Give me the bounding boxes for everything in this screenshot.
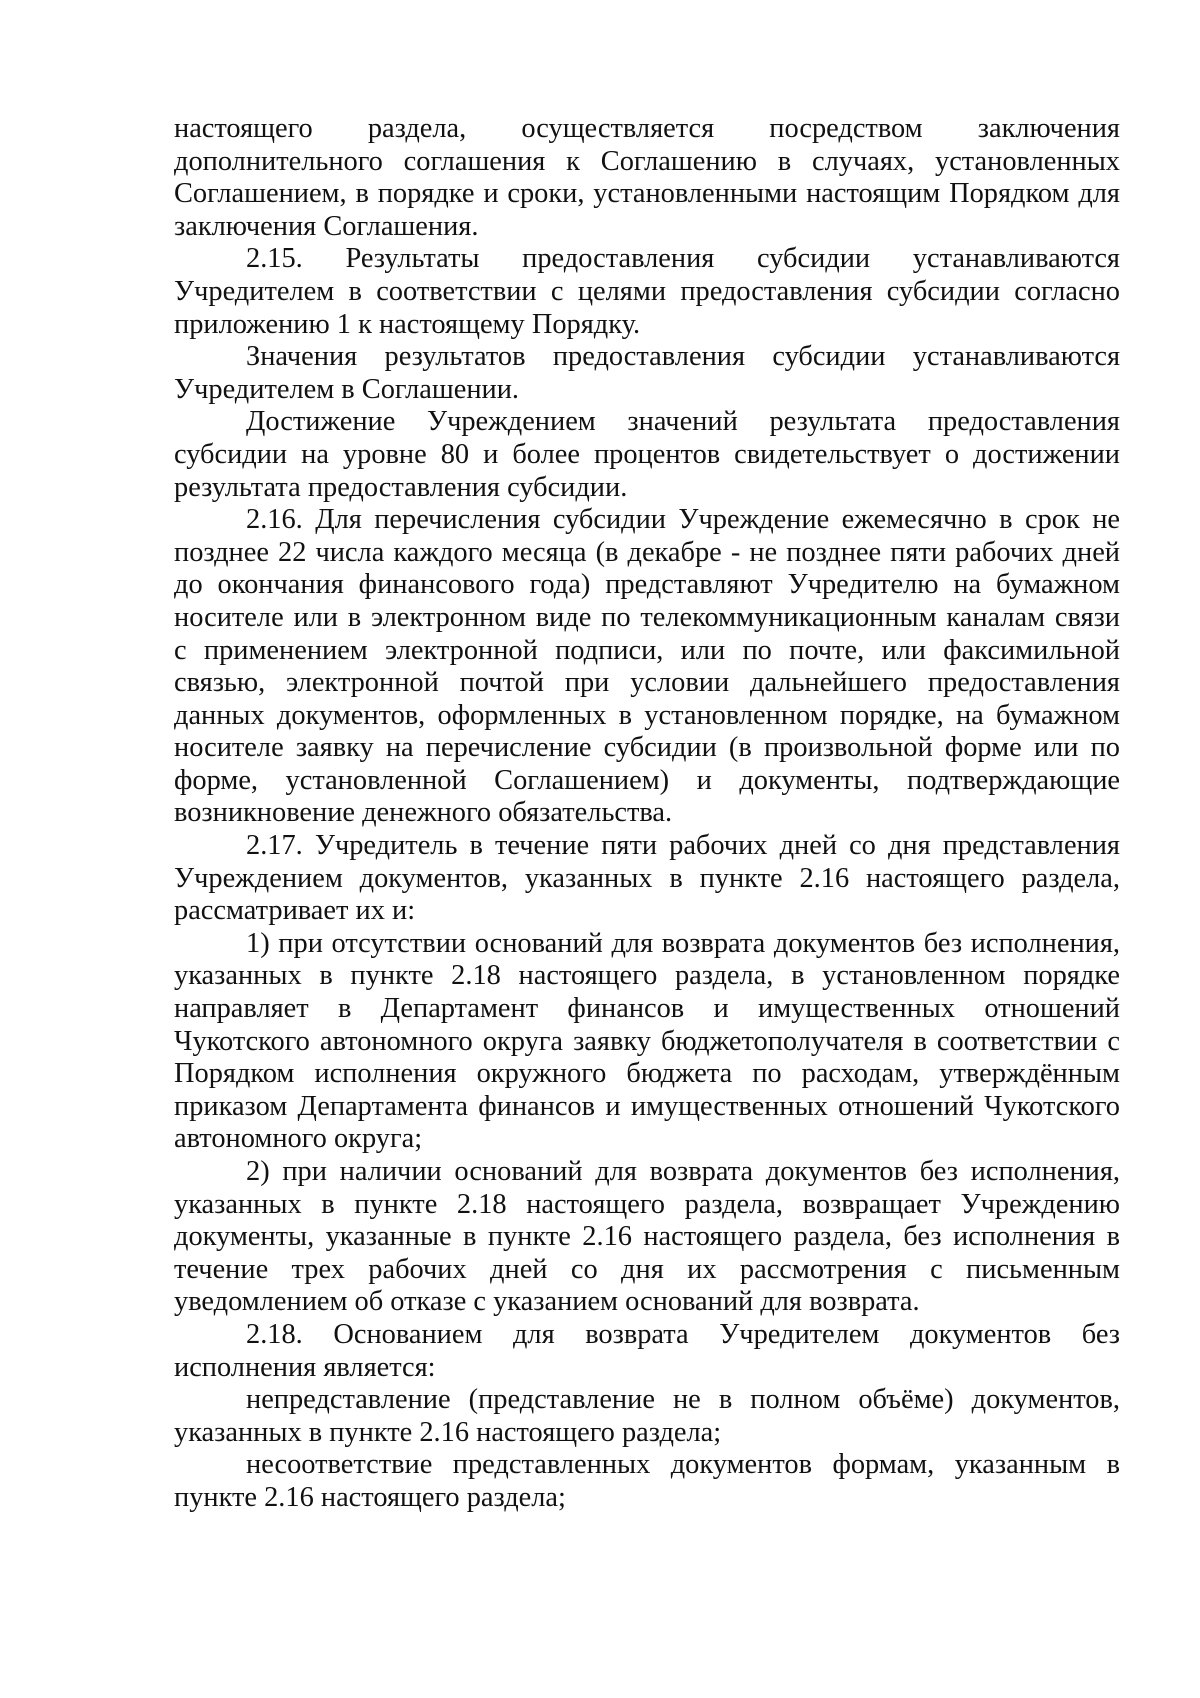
- ground-non-conformity: несоответствие представленных документов формам, указанным в пункте 2.16 настоящего раздела;: [174, 1449, 1120, 1513]
- paragraph-result-achievement: Достижение Учреждением значений результата предоставления субсидии на уровне 80 и более процентов свидетельствует о достижении результата предоставления субсидии.: [174, 406, 1120, 503]
- paragraph-2-16-continued: с применением электронной подписи, или по почте, или факсимильной связью, электронной почтой при условии дальнейшего предоставления данных документов, оформленных в установленном порядке, на бумажном носителе заявку на перечисление субсидии (в произвольной форме или по форме, установленной Соглашением) и документы, подтверждающие возникновение денежного обязательства.: [174, 634, 1120, 829]
- paragraph-2-18: 2.18. Основанием для возврата Учредителем документов без исполнения является:: [174, 1318, 1120, 1383]
- list-item-2: 2) при наличии оснований для возврата документов без исполнения, указанных в пункте 2.18 настоящего раздела, возвращает Учреждению документы, указанные в пункте 2.16 настоящего раздела, без исполнения в течение трех рабочих дней со дня их рассмотрения с письменным уведомлением об отказе с указанием оснований для возврата.: [174, 1156, 1120, 1318]
- ground-non-submission: непредставление (представление не в полном объёме) документов, указанных в пункте 2.16 настоящего раздела;: [174, 1384, 1120, 1448]
- paragraph-2-17: 2.17. Учредитель в течение пяти рабочих дней со дня представления Учреждением документов, указанных в пункте 2.16 настоящего раздела, рассматривает их и:: [174, 830, 1120, 927]
- paragraph-2-15: 2.15. Результаты предоставления субсидии устанавливаются Учредителем в соответствии с целями предоставления субсидии согласно приложению 1 к настоящему Порядку.: [174, 243, 1120, 340]
- document-body: [174, 113, 1120, 1515]
- paragraph-continuation: настоящего раздела, осуществляется посредством заключения дополнительного соглашения к Соглашению в случаях, установленных Соглашением, в порядке и сроки, установленными настоящим Порядком для заключения Соглашения.: [174, 113, 1120, 242]
- paragraph-result-values: Значения результатов предоставления субсидии устанавливаются Учредителем в Соглашении.: [174, 341, 1120, 405]
- list-item-1: 1) при отсутствии оснований для возврата документов без исполнения, указанных в пункте 2.18 настоящего раздела, в установленном порядке направляет в Департамент финансов и имущественных отношений Чукотского автономного округа заявку бюджетополучателя в соответствии с Порядком исполнения окружного бюджета по расходам, утверждённым приказом Департамента финансов и имущественных отношений Чукотского автономного округа;: [174, 927, 1120, 1155]
- paragraph-2-16: 2.16. Для перечисления субсидии Учреждение ежемесячно в срок не позднее 22 числа каждого месяца (в декабре - не позднее пяти рабочих дней до окончания финансового года) представляют Учредителю на бумажном носителе или в электронном виде по телекоммуникационным каналам связи: [174, 504, 1120, 633]
